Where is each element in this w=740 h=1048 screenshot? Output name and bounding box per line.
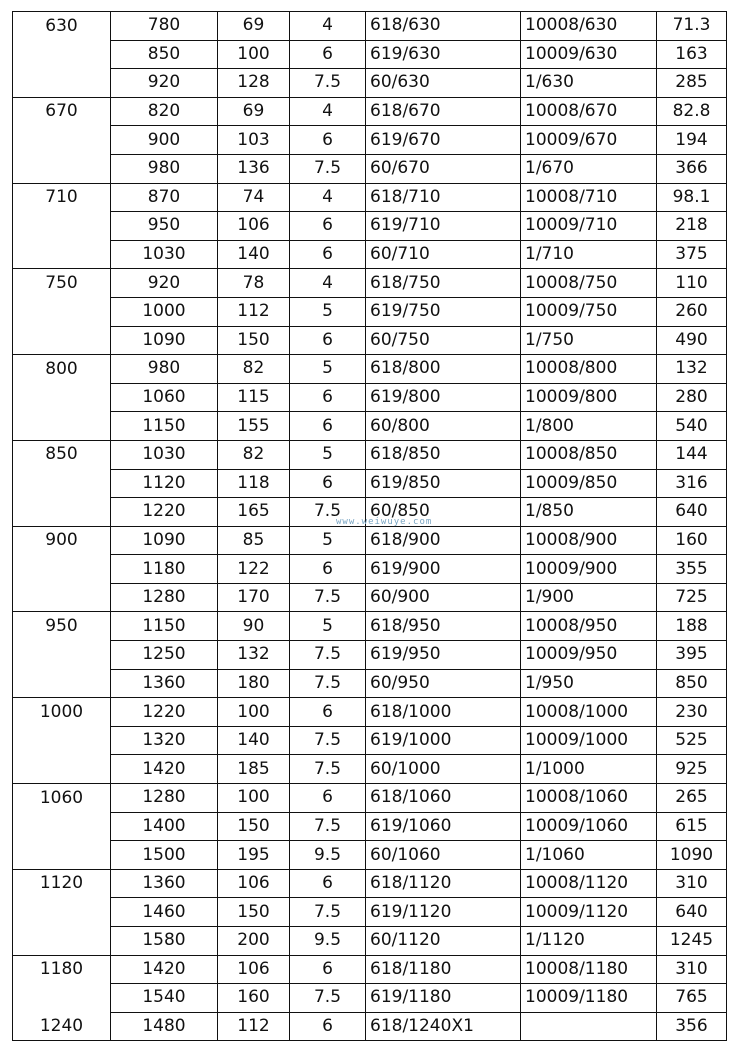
- cell-weight: 188: [657, 612, 727, 641]
- cell-width-b: 185: [218, 755, 290, 784]
- cell-chamfer-r: 5: [290, 612, 366, 641]
- cell-weight: 265: [657, 784, 727, 813]
- cell-width-b: 106: [218, 869, 290, 898]
- cell-width-b: 128: [218, 69, 290, 98]
- cell-width-b: 74: [218, 183, 290, 212]
- table-row: [13, 469, 727, 498]
- cell-width-b: 150: [218, 812, 290, 841]
- cell-weight: 640: [657, 498, 727, 527]
- cell-chamfer-r: 7.5: [290, 583, 366, 612]
- cell-width-b: 165: [218, 498, 290, 527]
- cell-chamfer-r: 7.5: [290, 755, 366, 784]
- cell-bearing-code-new: 619/800: [366, 383, 521, 412]
- cell-width-b: 100: [218, 698, 290, 727]
- cell-width-b: 112: [218, 297, 290, 326]
- cell-bore-d: [13, 812, 111, 841]
- table-row: [13, 383, 727, 412]
- cell-bearing-code-old: 10009/1120: [521, 898, 657, 927]
- cell-weight: 640: [657, 898, 727, 927]
- table-row: [13, 1012, 727, 1041]
- cell-bearing-code-new: 60/850: [366, 498, 521, 527]
- cell-outer-d: 1150: [111, 412, 218, 441]
- cell-bearing-code-new: 618/710: [366, 183, 521, 212]
- cell-bore-d: [13, 498, 111, 527]
- table-row: [13, 40, 727, 69]
- table-row: [13, 355, 727, 384]
- cell-chamfer-r: 7.5: [290, 726, 366, 755]
- cell-width-b: 195: [218, 841, 290, 870]
- cell-bearing-code-old: 10008/1120: [521, 869, 657, 898]
- cell-chamfer-r: 6: [290, 326, 366, 355]
- cell-chamfer-r: 6: [290, 1012, 366, 1041]
- cell-outer-d: 1500: [111, 841, 218, 870]
- table-row: [13, 669, 727, 698]
- cell-outer-d: 780: [111, 12, 218, 41]
- cell-weight: 366: [657, 154, 727, 183]
- cell-chamfer-r: 7.5: [290, 984, 366, 1013]
- cell-bearing-code-old: 10009/1000: [521, 726, 657, 755]
- cell-bearing-code-old: [521, 1012, 657, 1041]
- cell-chamfer-r: 5: [290, 297, 366, 326]
- cell-width-b: 82: [218, 440, 290, 469]
- cell-bearing-code-old: 10008/850: [521, 440, 657, 469]
- cell-bearing-code-new: 618/1180: [366, 955, 521, 984]
- table-row: [13, 869, 727, 898]
- cell-bearing-code-old: 10008/1180: [521, 955, 657, 984]
- cell-chamfer-r: 7.5: [290, 641, 366, 670]
- cell-width-b: 112: [218, 1012, 290, 1041]
- cell-width-b: 150: [218, 326, 290, 355]
- cell-weight: 525: [657, 726, 727, 755]
- cell-weight: 98.1: [657, 183, 727, 212]
- cell-bearing-code-new: 618/1060: [366, 784, 521, 813]
- cell-bearing-code-old: 1/1120: [521, 927, 657, 956]
- table-row: [13, 240, 727, 269]
- cell-weight: 310: [657, 869, 727, 898]
- cell-bearing-code-new: 60/710: [366, 240, 521, 269]
- cell-bore-d: 1120: [13, 869, 111, 898]
- cell-weight: 310: [657, 955, 727, 984]
- cell-width-b: 170: [218, 583, 290, 612]
- cell-bearing-code-old: 10008/1060: [521, 784, 657, 813]
- table-row: [13, 412, 727, 441]
- cell-chamfer-r: 6: [290, 126, 366, 155]
- table-row: [13, 955, 727, 984]
- cell-bore-d: 900: [13, 526, 111, 555]
- cell-bearing-code-new: 618/950: [366, 612, 521, 641]
- cell-outer-d: 1120: [111, 469, 218, 498]
- cell-bearing-code-old: 10008/630: [521, 12, 657, 41]
- cell-outer-d: 1420: [111, 955, 218, 984]
- cell-bearing-code-old: 1/750: [521, 326, 657, 355]
- cell-bearing-code-old: 10008/1000: [521, 698, 657, 727]
- table-row: [13, 927, 727, 956]
- cell-chamfer-r: 5: [290, 526, 366, 555]
- cell-bore-d: [13, 297, 111, 326]
- cell-outer-d: 1090: [111, 326, 218, 355]
- table-row: [13, 69, 727, 98]
- table-row: [13, 784, 727, 813]
- cell-weight: 316: [657, 469, 727, 498]
- table-row: [13, 269, 727, 298]
- cell-bearing-code-new: 60/1120: [366, 927, 521, 956]
- cell-bore-d: [13, 469, 111, 498]
- cell-weight: 194: [657, 126, 727, 155]
- cell-width-b: 106: [218, 212, 290, 241]
- cell-chamfer-r: 6: [290, 784, 366, 813]
- cell-width-b: 69: [218, 97, 290, 126]
- table-row: [13, 641, 727, 670]
- cell-outer-d: 870: [111, 183, 218, 212]
- cell-chamfer-r: 6: [290, 240, 366, 269]
- cell-weight: 82.8: [657, 97, 727, 126]
- cell-bore-d: 630: [13, 12, 111, 41]
- cell-bearing-code-new: 60/950: [366, 669, 521, 698]
- cell-bore-d: [13, 383, 111, 412]
- cell-chamfer-r: 9.5: [290, 841, 366, 870]
- cell-outer-d: 1360: [111, 669, 218, 698]
- cell-outer-d: 1540: [111, 984, 218, 1013]
- cell-bearing-code-old: 10009/1060: [521, 812, 657, 841]
- table-row: [13, 526, 727, 555]
- cell-bearing-code-old: 10009/850: [521, 469, 657, 498]
- cell-outer-d: 1220: [111, 698, 218, 727]
- cell-chamfer-r: 6: [290, 412, 366, 441]
- cell-chamfer-r: 9.5: [290, 927, 366, 956]
- cell-bearing-code-old: 1/630: [521, 69, 657, 98]
- cell-outer-d: 1250: [111, 641, 218, 670]
- cell-bore-d: 1000: [13, 698, 111, 727]
- table-row: [13, 126, 727, 155]
- cell-chamfer-r: 7.5: [290, 898, 366, 927]
- cell-bearing-code-old: 10009/950: [521, 641, 657, 670]
- cell-weight: 230: [657, 698, 727, 727]
- cell-bearing-code-old: 10008/950: [521, 612, 657, 641]
- cell-weight: 163: [657, 40, 727, 69]
- cell-weight: 925: [657, 755, 727, 784]
- cell-bearing-code-new: 618/800: [366, 355, 521, 384]
- cell-weight: 1245: [657, 927, 727, 956]
- cell-width-b: 78: [218, 269, 290, 298]
- cell-bearing-code-new: 618/1240X1: [366, 1012, 521, 1041]
- cell-bore-d: [13, 726, 111, 755]
- cell-bore-d: 800: [13, 355, 111, 384]
- cell-bearing-code-new: 60/1000: [366, 755, 521, 784]
- cell-outer-d: 920: [111, 69, 218, 98]
- watermark: www.weiwuye.com: [336, 517, 433, 527]
- cell-bearing-code-new: 619/670: [366, 126, 521, 155]
- cell-weight: 490: [657, 326, 727, 355]
- cell-width-b: 82: [218, 355, 290, 384]
- cell-bearing-code-old: 10008/900: [521, 526, 657, 555]
- cell-bearing-code-old: 1/670: [521, 154, 657, 183]
- cell-bore-d: [13, 755, 111, 784]
- cell-width-b: 106: [218, 955, 290, 984]
- table-row: [13, 583, 727, 612]
- cell-width-b: 100: [218, 784, 290, 813]
- cell-weight: 260: [657, 297, 727, 326]
- cell-bore-d: [13, 641, 111, 670]
- cell-bearing-code-new: 60/670: [366, 154, 521, 183]
- table-row: [13, 326, 727, 355]
- cell-outer-d: 1480: [111, 1012, 218, 1041]
- table-row: [13, 12, 727, 41]
- cell-bore-d: [13, 841, 111, 870]
- cell-bearing-code-new: 60/1060: [366, 841, 521, 870]
- cell-width-b: 132: [218, 641, 290, 670]
- cell-outer-d: 950: [111, 212, 218, 241]
- cell-weight: 355: [657, 555, 727, 584]
- cell-bearing-code-new: 619/1060: [366, 812, 521, 841]
- table-row: [13, 154, 727, 183]
- cell-weight: 160: [657, 526, 727, 555]
- cell-bearing-code-old: 1/950: [521, 669, 657, 698]
- cell-weight: 132: [657, 355, 727, 384]
- cell-bore-d: [13, 583, 111, 612]
- cell-weight: 71.3: [657, 12, 727, 41]
- cell-bore-d: [13, 212, 111, 241]
- cell-chamfer-r: 7.5: [290, 812, 366, 841]
- cell-chamfer-r: 6: [290, 469, 366, 498]
- cell-bore-d: [13, 984, 111, 1013]
- cell-outer-d: 980: [111, 355, 218, 384]
- cell-chamfer-r: 6: [290, 212, 366, 241]
- cell-bearing-code-old: 10009/710: [521, 212, 657, 241]
- cell-bore-d: 1240: [13, 1012, 111, 1041]
- cell-bearing-code-new: 60/630: [366, 69, 521, 98]
- cell-bearing-code-new: 619/1180: [366, 984, 521, 1013]
- cell-width-b: 103: [218, 126, 290, 155]
- table-row: [13, 898, 727, 927]
- cell-bearing-code-new: 618/1120: [366, 869, 521, 898]
- cell-outer-d: 900: [111, 126, 218, 155]
- cell-width-b: 180: [218, 669, 290, 698]
- cell-bearing-code-old: 10008/710: [521, 183, 657, 212]
- cell-bore-d: [13, 154, 111, 183]
- cell-bearing-code-new: 618/750: [366, 269, 521, 298]
- cell-bearing-code-old: 10008/750: [521, 269, 657, 298]
- cell-outer-d: 1060: [111, 383, 218, 412]
- cell-width-b: 118: [218, 469, 290, 498]
- cell-width-b: 136: [218, 154, 290, 183]
- cell-bore-d: 1060: [13, 784, 111, 813]
- cell-bearing-code-old: 10009/800: [521, 383, 657, 412]
- cell-bore-d: 670: [13, 97, 111, 126]
- cell-width-b: 160: [218, 984, 290, 1013]
- cell-outer-d: 920: [111, 269, 218, 298]
- cell-weight: 395: [657, 641, 727, 670]
- cell-bearing-code-new: 619/630: [366, 40, 521, 69]
- cell-chamfer-r: 6: [290, 698, 366, 727]
- cell-bearing-code-old: 1/800: [521, 412, 657, 441]
- cell-bore-d: [13, 69, 111, 98]
- cell-bore-d: [13, 555, 111, 584]
- cell-bore-d: [13, 326, 111, 355]
- cell-chamfer-r: 6: [290, 869, 366, 898]
- cell-weight: 540: [657, 412, 727, 441]
- cell-bore-d: [13, 240, 111, 269]
- cell-outer-d: 1220: [111, 498, 218, 527]
- cell-outer-d: 1000: [111, 297, 218, 326]
- cell-width-b: 155: [218, 412, 290, 441]
- table-row: [13, 726, 727, 755]
- cell-chamfer-r: 4: [290, 97, 366, 126]
- cell-bearing-code-new: 618/630: [366, 12, 521, 41]
- cell-width-b: 200: [218, 927, 290, 956]
- cell-outer-d: 1320: [111, 726, 218, 755]
- cell-bearing-code-old: 1/900: [521, 583, 657, 612]
- cell-weight: 615: [657, 812, 727, 841]
- table-row: [13, 555, 727, 584]
- cell-outer-d: 850: [111, 40, 218, 69]
- cell-width-b: 150: [218, 898, 290, 927]
- cell-outer-d: 1150: [111, 612, 218, 641]
- cell-chamfer-r: 5: [290, 440, 366, 469]
- cell-bore-d: 750: [13, 269, 111, 298]
- cell-bearing-code-new: 618/670: [366, 97, 521, 126]
- cell-chamfer-r: 4: [290, 12, 366, 41]
- cell-weight: 280: [657, 383, 727, 412]
- cell-weight: 110: [657, 269, 727, 298]
- cell-outer-d: 980: [111, 154, 218, 183]
- cell-outer-d: 820: [111, 97, 218, 126]
- cell-bearing-code-new: 618/900: [366, 526, 521, 555]
- table-row: [13, 440, 727, 469]
- cell-outer-d: 1360: [111, 869, 218, 898]
- table-row: [13, 812, 727, 841]
- cell-bearing-code-old: 1/710: [521, 240, 657, 269]
- table-row: [13, 297, 727, 326]
- cell-bearing-code-new: 618/1000: [366, 698, 521, 727]
- cell-bearing-code-old: 10009/1180: [521, 984, 657, 1013]
- cell-weight: 850: [657, 669, 727, 698]
- cell-outer-d: 1180: [111, 555, 218, 584]
- cell-weight: 725: [657, 583, 727, 612]
- cell-width-b: 69: [218, 12, 290, 41]
- cell-bearing-code-new: 619/850: [366, 469, 521, 498]
- cell-bearing-code-new: 619/710: [366, 212, 521, 241]
- cell-bearing-code-new: 619/950: [366, 641, 521, 670]
- table-row: [13, 612, 727, 641]
- cell-bearing-code-old: 1/1060: [521, 841, 657, 870]
- table-row: [13, 212, 727, 241]
- cell-bore-d: [13, 126, 111, 155]
- table-row: [13, 698, 727, 727]
- cell-outer-d: 1580: [111, 927, 218, 956]
- cell-outer-d: 1280: [111, 583, 218, 612]
- cell-bearing-code-old: 1/850: [521, 498, 657, 527]
- cell-bearing-code-new: 619/900: [366, 555, 521, 584]
- cell-width-b: 85: [218, 526, 290, 555]
- cell-width-b: 122: [218, 555, 290, 584]
- cell-weight: 356: [657, 1012, 727, 1041]
- cell-bearing-code-new: 619/1000: [366, 726, 521, 755]
- cell-bore-d: 1180: [13, 955, 111, 984]
- cell-outer-d: 1280: [111, 784, 218, 813]
- cell-bearing-code-old: 10009/670: [521, 126, 657, 155]
- cell-weight: 765: [657, 984, 727, 1013]
- cell-chamfer-r: 6: [290, 555, 366, 584]
- cell-outer-d: 1400: [111, 812, 218, 841]
- cell-bearing-code-old: 10009/750: [521, 297, 657, 326]
- cell-outer-d: 1030: [111, 440, 218, 469]
- cell-chamfer-r: 7.5: [290, 69, 366, 98]
- cell-bearing-code-old: 10009/900: [521, 555, 657, 584]
- cell-bore-d: 950: [13, 612, 111, 641]
- cell-width-b: 90: [218, 612, 290, 641]
- cell-chamfer-r: 7.5: [290, 154, 366, 183]
- cell-bearing-code-old: 10008/670: [521, 97, 657, 126]
- table-row: [13, 97, 727, 126]
- table-row: [13, 755, 727, 784]
- cell-outer-d: 1090: [111, 526, 218, 555]
- cell-width-b: 100: [218, 40, 290, 69]
- table-row: [13, 841, 727, 870]
- cell-bearing-code-old: 10008/800: [521, 355, 657, 384]
- cell-bearing-code-new: 60/750: [366, 326, 521, 355]
- cell-bore-d: 710: [13, 183, 111, 212]
- cell-chamfer-r: 6: [290, 383, 366, 412]
- cell-bore-d: [13, 412, 111, 441]
- cell-weight: 285: [657, 69, 727, 98]
- cell-outer-d: 1420: [111, 755, 218, 784]
- cell-bore-d: 850: [13, 440, 111, 469]
- cell-bearing-code-new: 619/750: [366, 297, 521, 326]
- cell-chamfer-r: 5: [290, 355, 366, 384]
- cell-bore-d: [13, 40, 111, 69]
- cell-bearing-code-new: 618/850: [366, 440, 521, 469]
- cell-chamfer-r: 7.5: [290, 669, 366, 698]
- cell-chamfer-r: 6: [290, 40, 366, 69]
- cell-weight: 1090: [657, 841, 727, 870]
- cell-chamfer-r: 4: [290, 183, 366, 212]
- cell-bearing-code-new: 619/1120: [366, 898, 521, 927]
- cell-weight: 218: [657, 212, 727, 241]
- cell-chamfer-r: 7.5: [290, 498, 366, 527]
- cell-bore-d: [13, 669, 111, 698]
- cell-bearing-code-new: 60/800: [366, 412, 521, 441]
- cell-chamfer-r: 6: [290, 955, 366, 984]
- cell-width-b: 140: [218, 240, 290, 269]
- cell-bearing-code-new: 60/900: [366, 583, 521, 612]
- cell-outer-d: 1030: [111, 240, 218, 269]
- table-row: [13, 183, 727, 212]
- cell-weight: 375: [657, 240, 727, 269]
- cell-bore-d: [13, 898, 111, 927]
- table-row: [13, 984, 727, 1013]
- cell-bore-d: [13, 927, 111, 956]
- cell-chamfer-r: 4: [290, 269, 366, 298]
- cell-weight: 144: [657, 440, 727, 469]
- cell-bearing-code-old: 10009/630: [521, 40, 657, 69]
- cell-width-b: 115: [218, 383, 290, 412]
- cell-bearing-code-old: 1/1000: [521, 755, 657, 784]
- cell-width-b: 140: [218, 726, 290, 755]
- cell-outer-d: 1460: [111, 898, 218, 927]
